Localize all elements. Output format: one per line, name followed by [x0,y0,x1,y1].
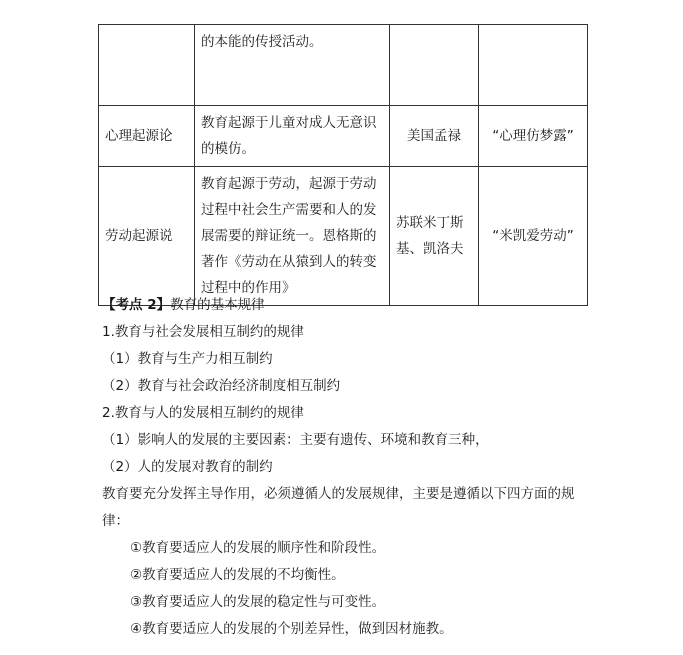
theory-name-cell: 劳动起源说 [99,167,195,306]
theory-name-cell [99,25,195,106]
section-content [102,292,602,643]
law2-title: 2.教育与人的发展相互制约的规律 [102,405,304,421]
law1-item: （1）教育与生产力相互制约 [102,351,273,367]
theory-person-cell [390,25,479,106]
theory-quote-cell [479,25,588,106]
law2-item: （2）人的发展对教育的制约 [102,459,273,475]
rule-item: ②教育要适应人的发展的不均衡性。 [130,567,345,583]
heading-bracket: 【考点 2】 [102,297,171,313]
origin-theory-table-container [98,24,587,306]
theory-desc-cell: 教育起源于儿童对成人无意识的模仿。 [195,106,390,167]
body-paragraph: 教育要充分发挥主导作用，必须遵循人的发展规律，主要是遵循以下四方面的规律： [102,486,575,529]
law1-item: （2）教育与社会政治经济制度相互制约 [102,378,341,394]
law1-title: 1.教育与社会发展相互制约的规律 [102,324,304,340]
theory-person-cell: 美国孟禄 [390,106,479,167]
table-row [99,167,588,306]
theory-quote-cell: “心理仿梦露” [479,106,588,167]
section-heading [102,292,602,319]
origin-theory-table [98,24,588,306]
rule-item: ③教育要适应人的发展的稳定性与可变性。 [130,594,386,610]
law2-item: （1）影响人的发展的主要因素：主要有遗传、环境和教育三种， [102,432,489,448]
rule-item: ①教育要适应人的发展的顺序性和阶段性。 [130,540,386,556]
theory-person-cell: 苏联米丁斯基、凯洛夫 [390,167,479,306]
table-row [99,25,588,106]
theory-quote-cell: “米凯爱劳动” [479,167,588,306]
theory-name-cell: 心理起源论 [99,106,195,167]
rule-item: ④教育要适应人的发展的个别差异性，做到因材施教。 [130,621,453,637]
heading-text: 教育的基本规律 [170,297,265,313]
table-row [99,106,588,167]
theory-desc-cell: 教育起源于劳动，起源于劳动过程中社会生产需要和人的发展需要的辩证统一。恩格斯的著作《劳动在从猿到人的转变过程中的作用》 [195,167,390,306]
theory-desc-cell: 的本能的传授活动。 [195,25,390,106]
